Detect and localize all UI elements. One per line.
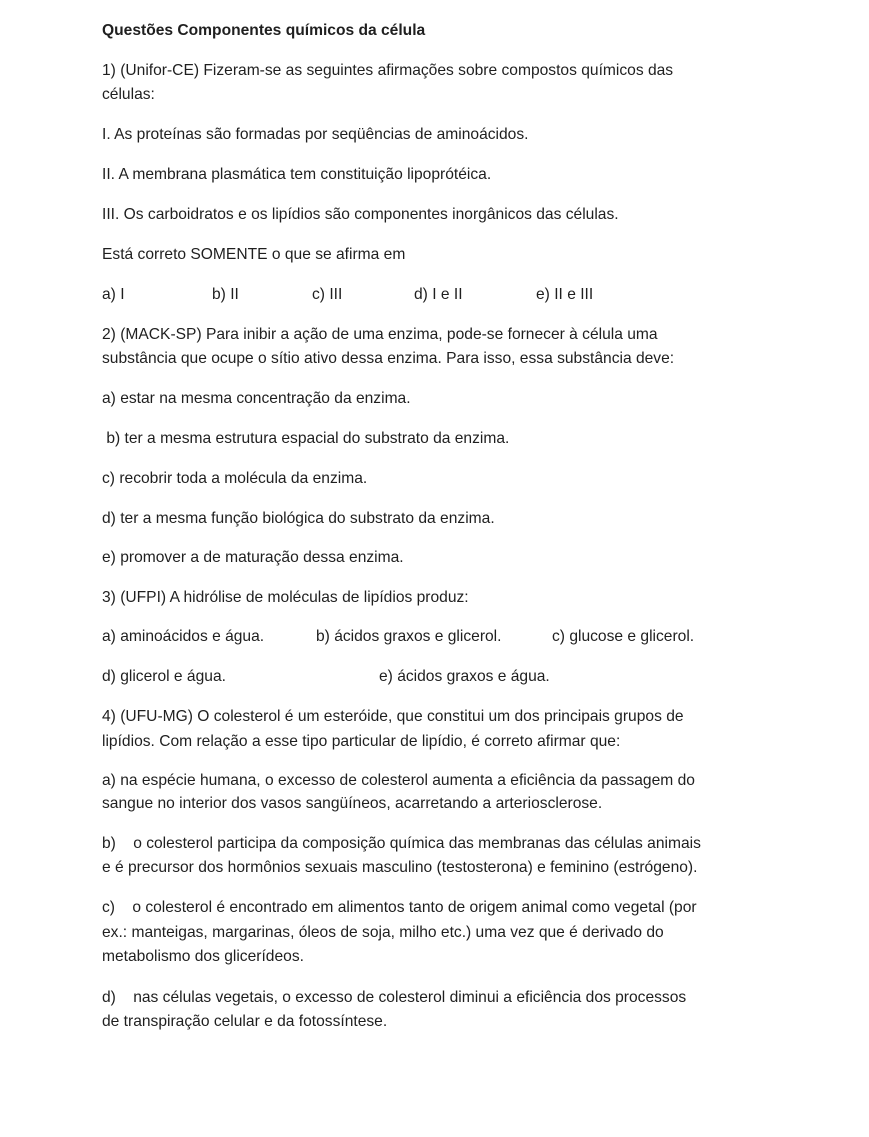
q1-statement-3: III. Os carboidratos e os lipídios são componentes inorgânicos das células. [102,206,619,223]
q1-option-e: e) II e III [536,286,594,303]
q4-stem-line-1: 4) (UFU-MG) O colesterol é um esteróide, que constitui um dos principais grupos de [102,708,684,725]
q4-option-d-line-2: de transpiração celular e da fotossíntese. [102,1013,388,1030]
q1-statement-1: I. As proteínas são formadas por seqüências de aminoácidos. [102,126,529,143]
q1-prompt: Está correto SOMENTE o que se afirma em [102,246,406,263]
q3-stem: 3) (UFPI) A hidrólise de moléculas de lipídios produz: [102,589,469,606]
q4-option-d-line-1: d) nas células vegetais, o excesso de colesterol diminui a eficiência dos processos [102,989,687,1006]
q1-statement-2: II. A membrana plasmática tem constituição lipoprótéica. [102,166,492,183]
q3-option-d: d) glicerol e água. [102,668,226,685]
q4-option-a-line-1: a) na espécie humana, o excesso de colesterol aumenta a eficiência da passagem do [102,772,695,789]
q1-option-c: c) III [312,286,343,303]
q2-stem-line-2: substância que ocupe o sítio ativo dessa enzima. Para isso, essa substância deve: [102,350,675,367]
q1-option-a: a) I [102,286,125,303]
q4-option-b-line-2: e é precursor dos hormônios sexuais masculino (testosterona) e feminino (estrógeno). [102,859,698,876]
page-title: Questões Componentes químicos da célula [102,22,426,39]
q2-option-e: e) promover a de maturação dessa enzima. [102,549,404,566]
q3-option-a: a) aminoácidos e água. [102,628,265,645]
q1-stem-line-2: células: [102,86,155,103]
q2-stem-line-1: 2) (MACK-SP) Para inibir a ação de uma enzima, pode-se fornecer à célula uma [102,326,658,343]
q3-option-b: b) ácidos graxos e glicerol. [316,628,502,645]
q4-option-c-line-3: metabolismo dos glicerídeos. [102,948,304,965]
q1-stem-line-1: 1) (Unifor-CE) Fizeram-se as seguintes afirmações sobre compostos químicos das [102,62,674,79]
q4-option-c-line-2: ex.: manteigas, margarinas, óleos de soja, milho etc.) uma vez que é derivado do [102,924,664,941]
q1-option-b: b) II [212,286,239,303]
q2-option-b: b) ter a mesma estrutura espacial do substrato da enzima. [102,430,510,447]
q2-option-a: a) estar na mesma concentração da enzima. [102,390,411,407]
q4-option-b-line-1: b) o colesterol participa da composição química das membranas das células animais [102,835,701,852]
q4-option-c-line-1: c) o colesterol é encontrado em alimentos tanto de origem animal como vegetal (por [102,899,697,916]
q3-option-c: c) glucose e glicerol. [552,628,695,645]
q4-option-a-line-2: sangue no interior dos vasos sangüíneos, acarretando a arteriosclerose. [102,795,603,812]
q2-option-c: c) recobrir toda a molécula da enzima. [102,470,368,487]
q1-option-d: d) I e II [414,286,463,303]
q2-option-d: d) ter a mesma função biológica do substrato da enzima. [102,510,495,527]
q3-option-e: e) ácidos graxos e água. [379,668,550,685]
q4-stem-line-2: lipídios. Com relação a esse tipo particular de lipídio, é correto afirmar que: [102,733,621,750]
